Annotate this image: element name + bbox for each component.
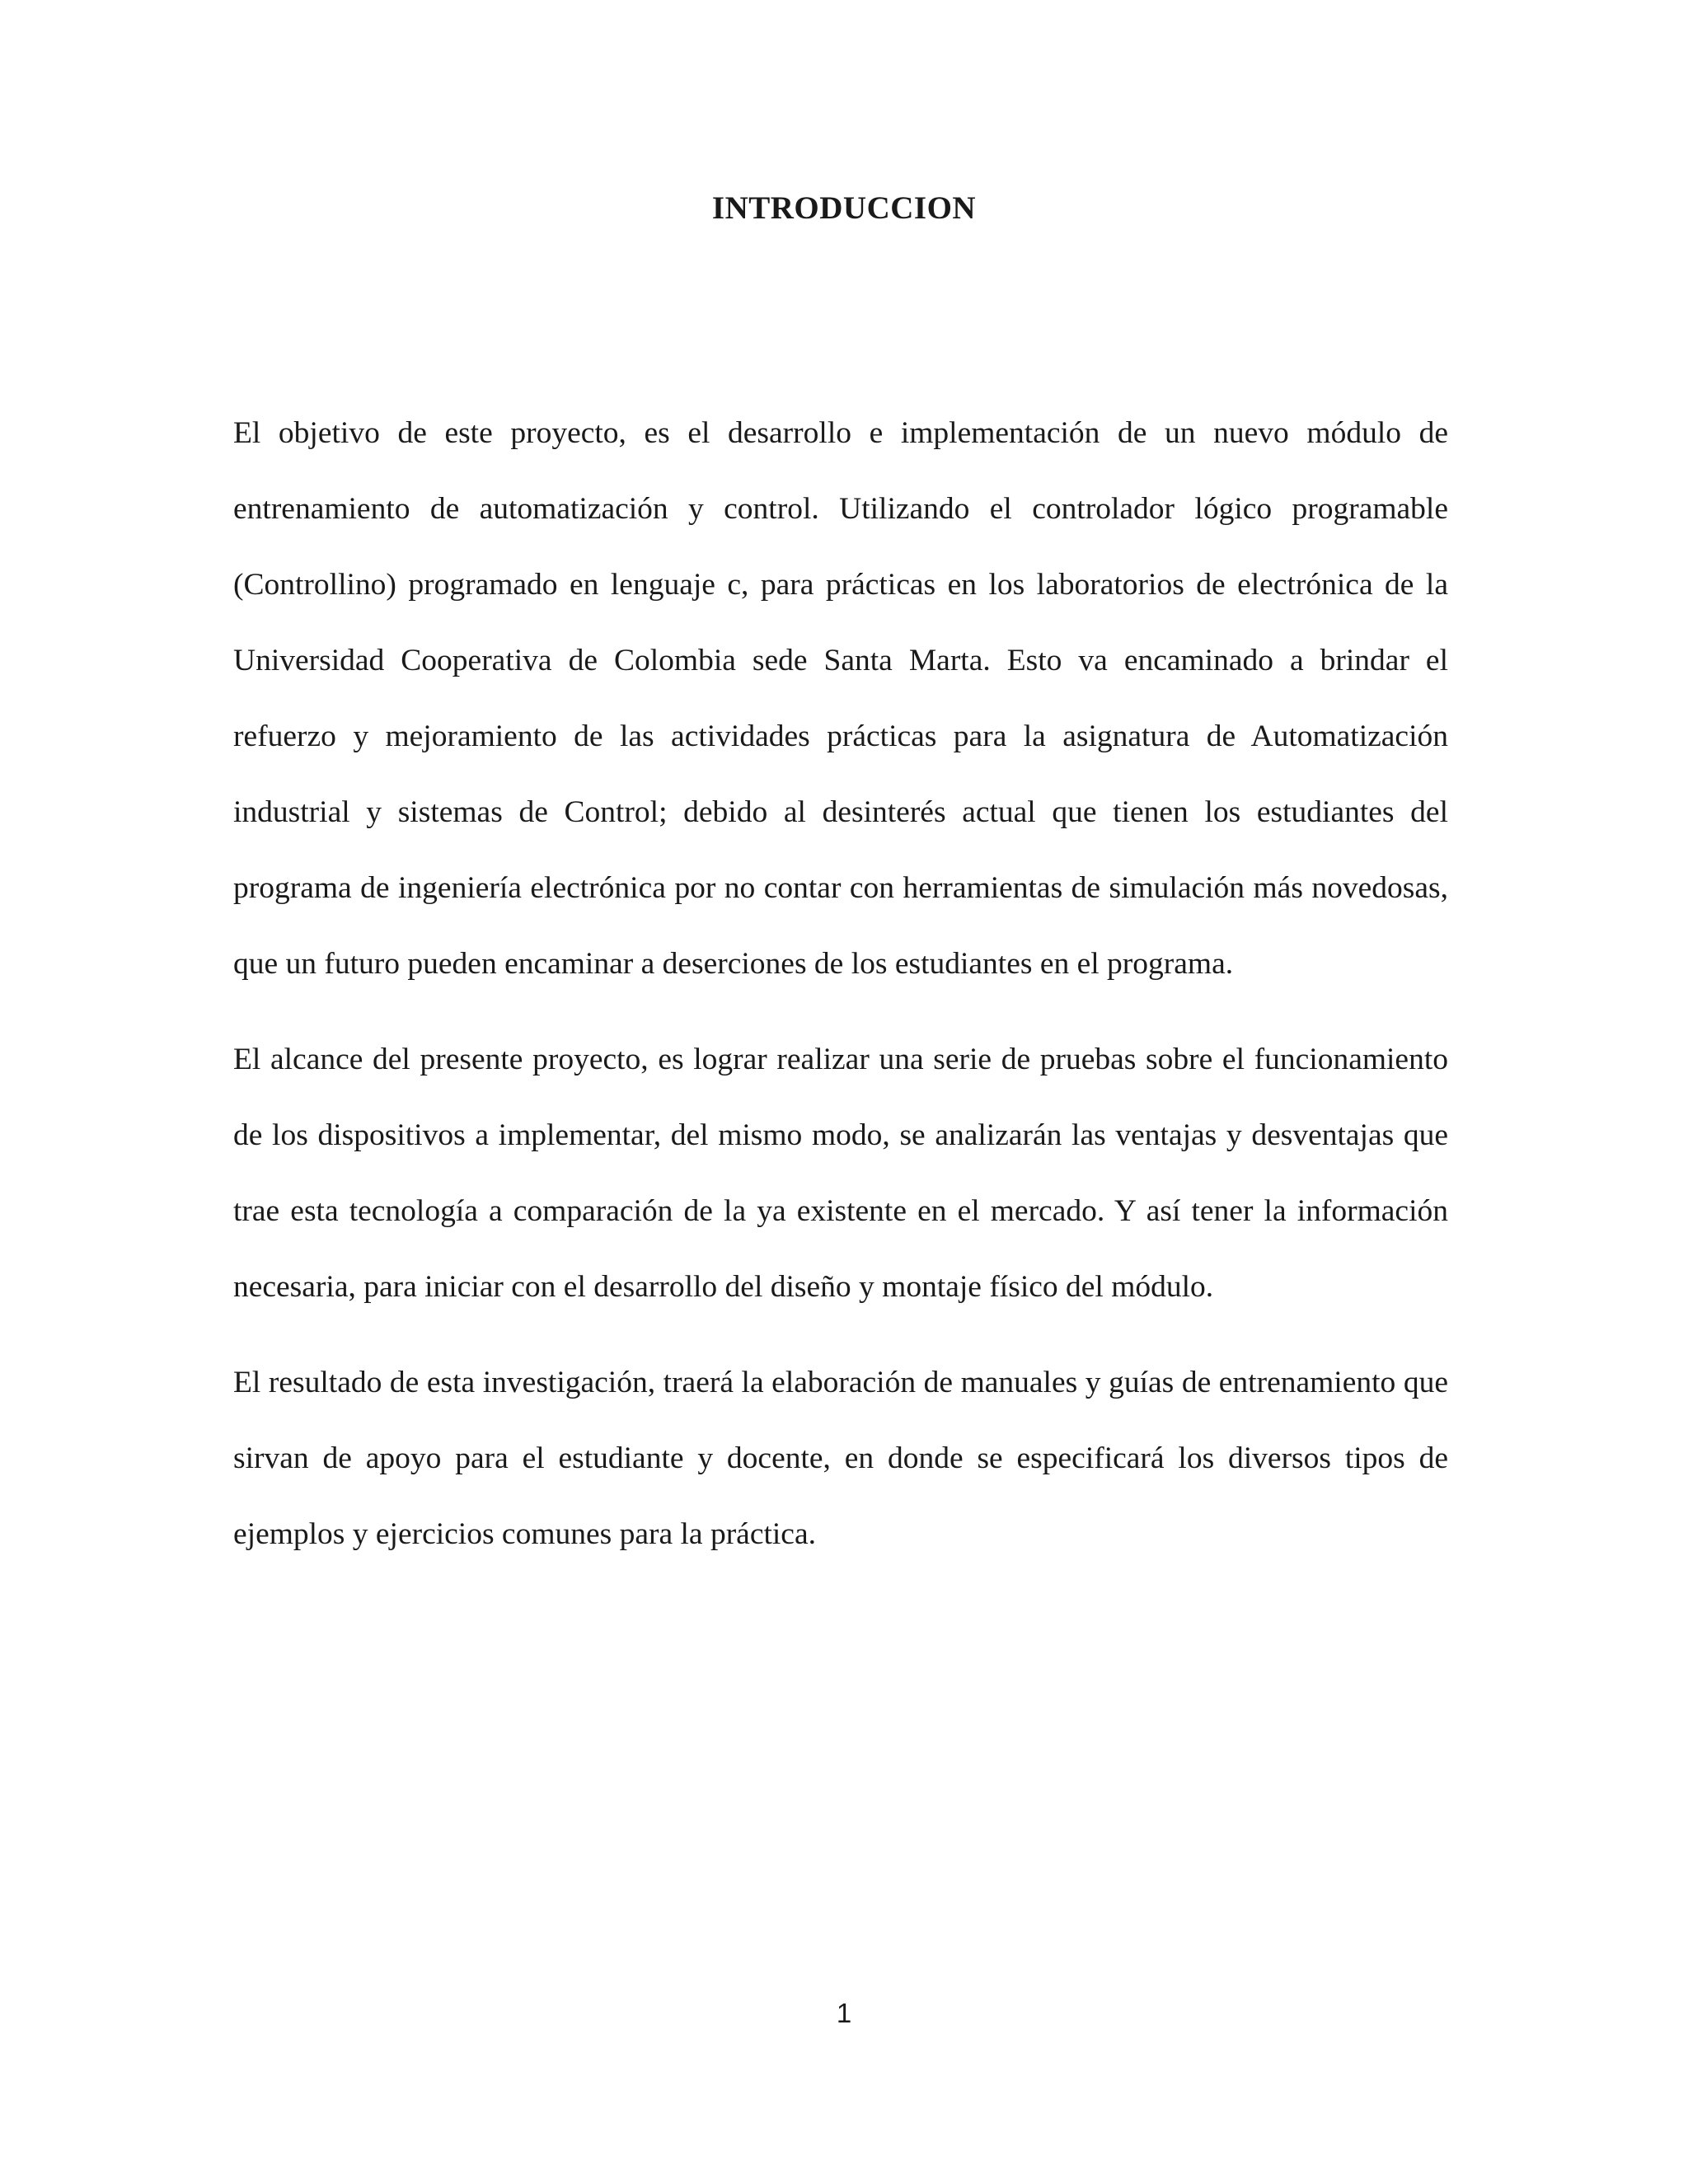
page-title: INTRODUCCION xyxy=(711,190,977,226)
paragraph-alcance: El alcance del presente proyecto, es lograr realizar una serie de pruebas sobre el funcionamiento de los dispositivos a implementar, del mismo modo, se analizarán las ventajas y desventajas que trae esta tecnología a comparación de la ya existente en el mercado. Y así tener la información necesaria, para iniciar con el desarrollo del diseño y montaje físico del módulo. xyxy=(233,1043,1448,1304)
paragraph-resultado: El resultado de esta investigación, traerá la elaboración de manuales y guías de entrenamiento que sirvan de apoyo para el estudiante y docente, en donde se especificará los diversos tipos de ejemplos y ejercicios comunes para la práctica. xyxy=(233,1366,1448,1551)
body-text xyxy=(233,396,1448,1592)
paragraph-objetivo: El objetivo de este proyecto, es el desarrollo e implementación de un nuevo módulo de entrenamiento de automatización y control. Utilizando el controlador lógico programable (Controllino) programado en lenguaje c, para prácticas en los laboratorios de electrónica de la Universidad Cooperativa de Colombia sede Santa Marta. Esto va encaminado a brindar el refuerzo y mejoramiento de las actividades prácticas para la asignatura de Automatización industrial y sistemas de Control; debido al desinterés actual que tienen los estudiantes del programa de ingeniería electrónica por no contar con herramientas de simulación más novedosas, que un futuro pueden encaminar a deserciones de los estudiantes en el programa. xyxy=(233,416,1448,981)
page-number: 1 xyxy=(836,1998,852,2028)
